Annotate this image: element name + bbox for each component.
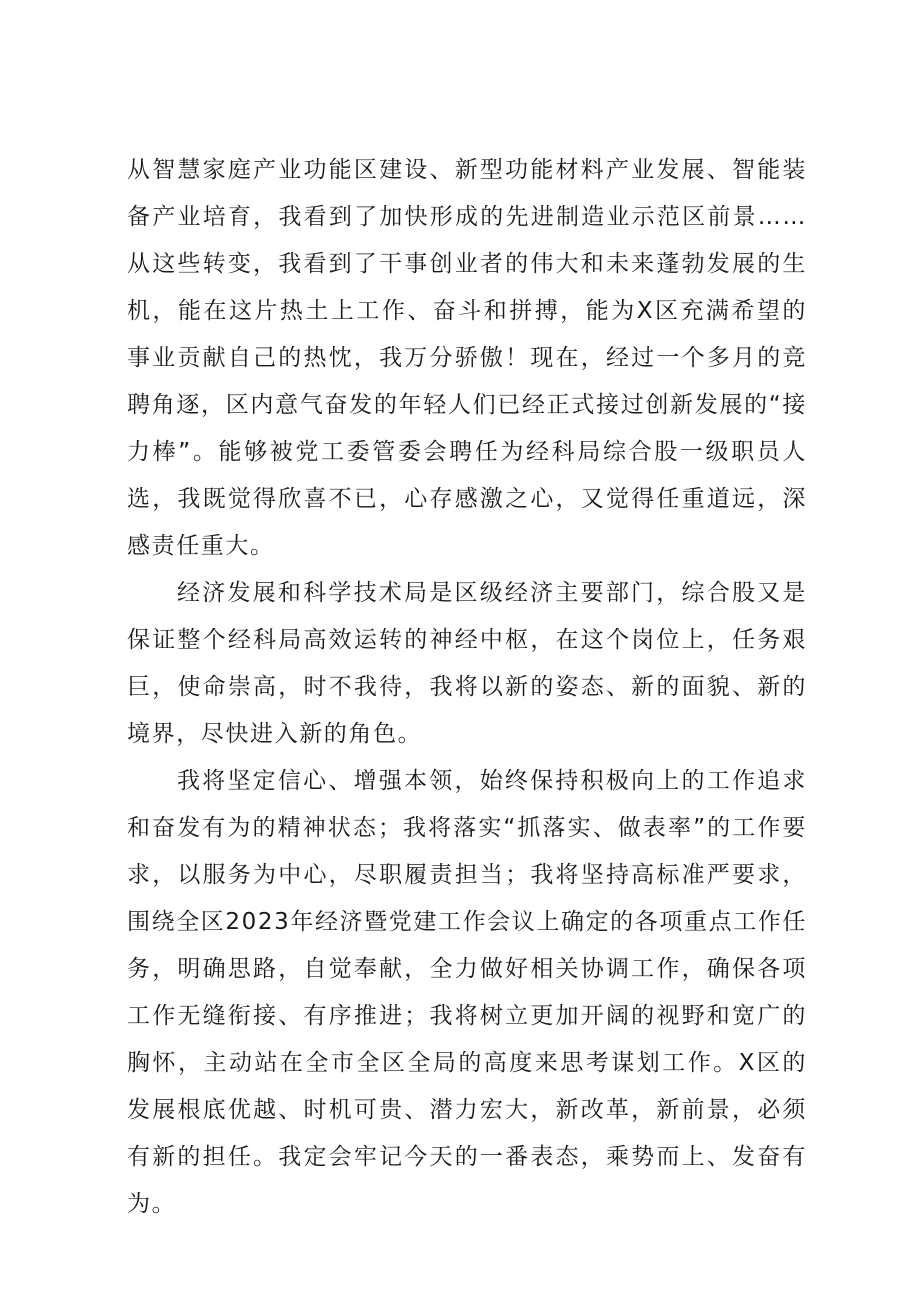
paragraph-3: 我将坚定信心、增强本领，始终保持积极向上的工作追求和奋发有为的精神状态；我将落实“抓落实、做表率”的工作要求，以服务为中心，尽职履责担当；我将坚持高标准严要求，围绕全区2023年经济暨党建工作会议上确定的各项重点工作任务，明确思路，自觉奉献，全力做好相关协调工作，确保各项工作无缝衔接、有序推进；我将树立更加开阔的视野和宽广的胸怀，主动站在全市全区全局的高度来思考谋划工作。X区的发展根底优越、时机可贵、潜力宏大，新改革，新前景，必须有新的担任。我定会牢记今天的一番表态，乘势而上、发奋有为。 [127,768,807,1217]
paragraph-1: 从智慧家庭产业功能区建设、新型功能材料产业发展、智能装备产业培育，我看到了加快形成的先进制造业示范区前景……从这些转变，我看到了干事创业者的伟大和未来蓬勃发展的生机，能在这片热土上工作、奋斗和拼搏，能为X区充满希望的事业贡献自己的热忱，我万分骄傲！现在，经过一个多月的竞聘角逐，区内意气奋发的年轻人们已经正式接过创新发展的“接力棒”。能够被党工委管委会聘任为经科局综合股一级职员人选，我既觉得欣喜不已，心存感激之心，又觉得任重道远，深感责任重大。 [127,157,807,559]
document-body [127,147,807,1228]
paragraph-2: 经济发展和科学技术局是区级经济主要部门，综合股又是保证整个经科局高效运转的神经中枢，在这个岗位上，任务艰巨，使命崇高，时不我待，我将以新的姿态、新的面貌、新的境界，尽快进入新的角色。 [127,580,807,747]
